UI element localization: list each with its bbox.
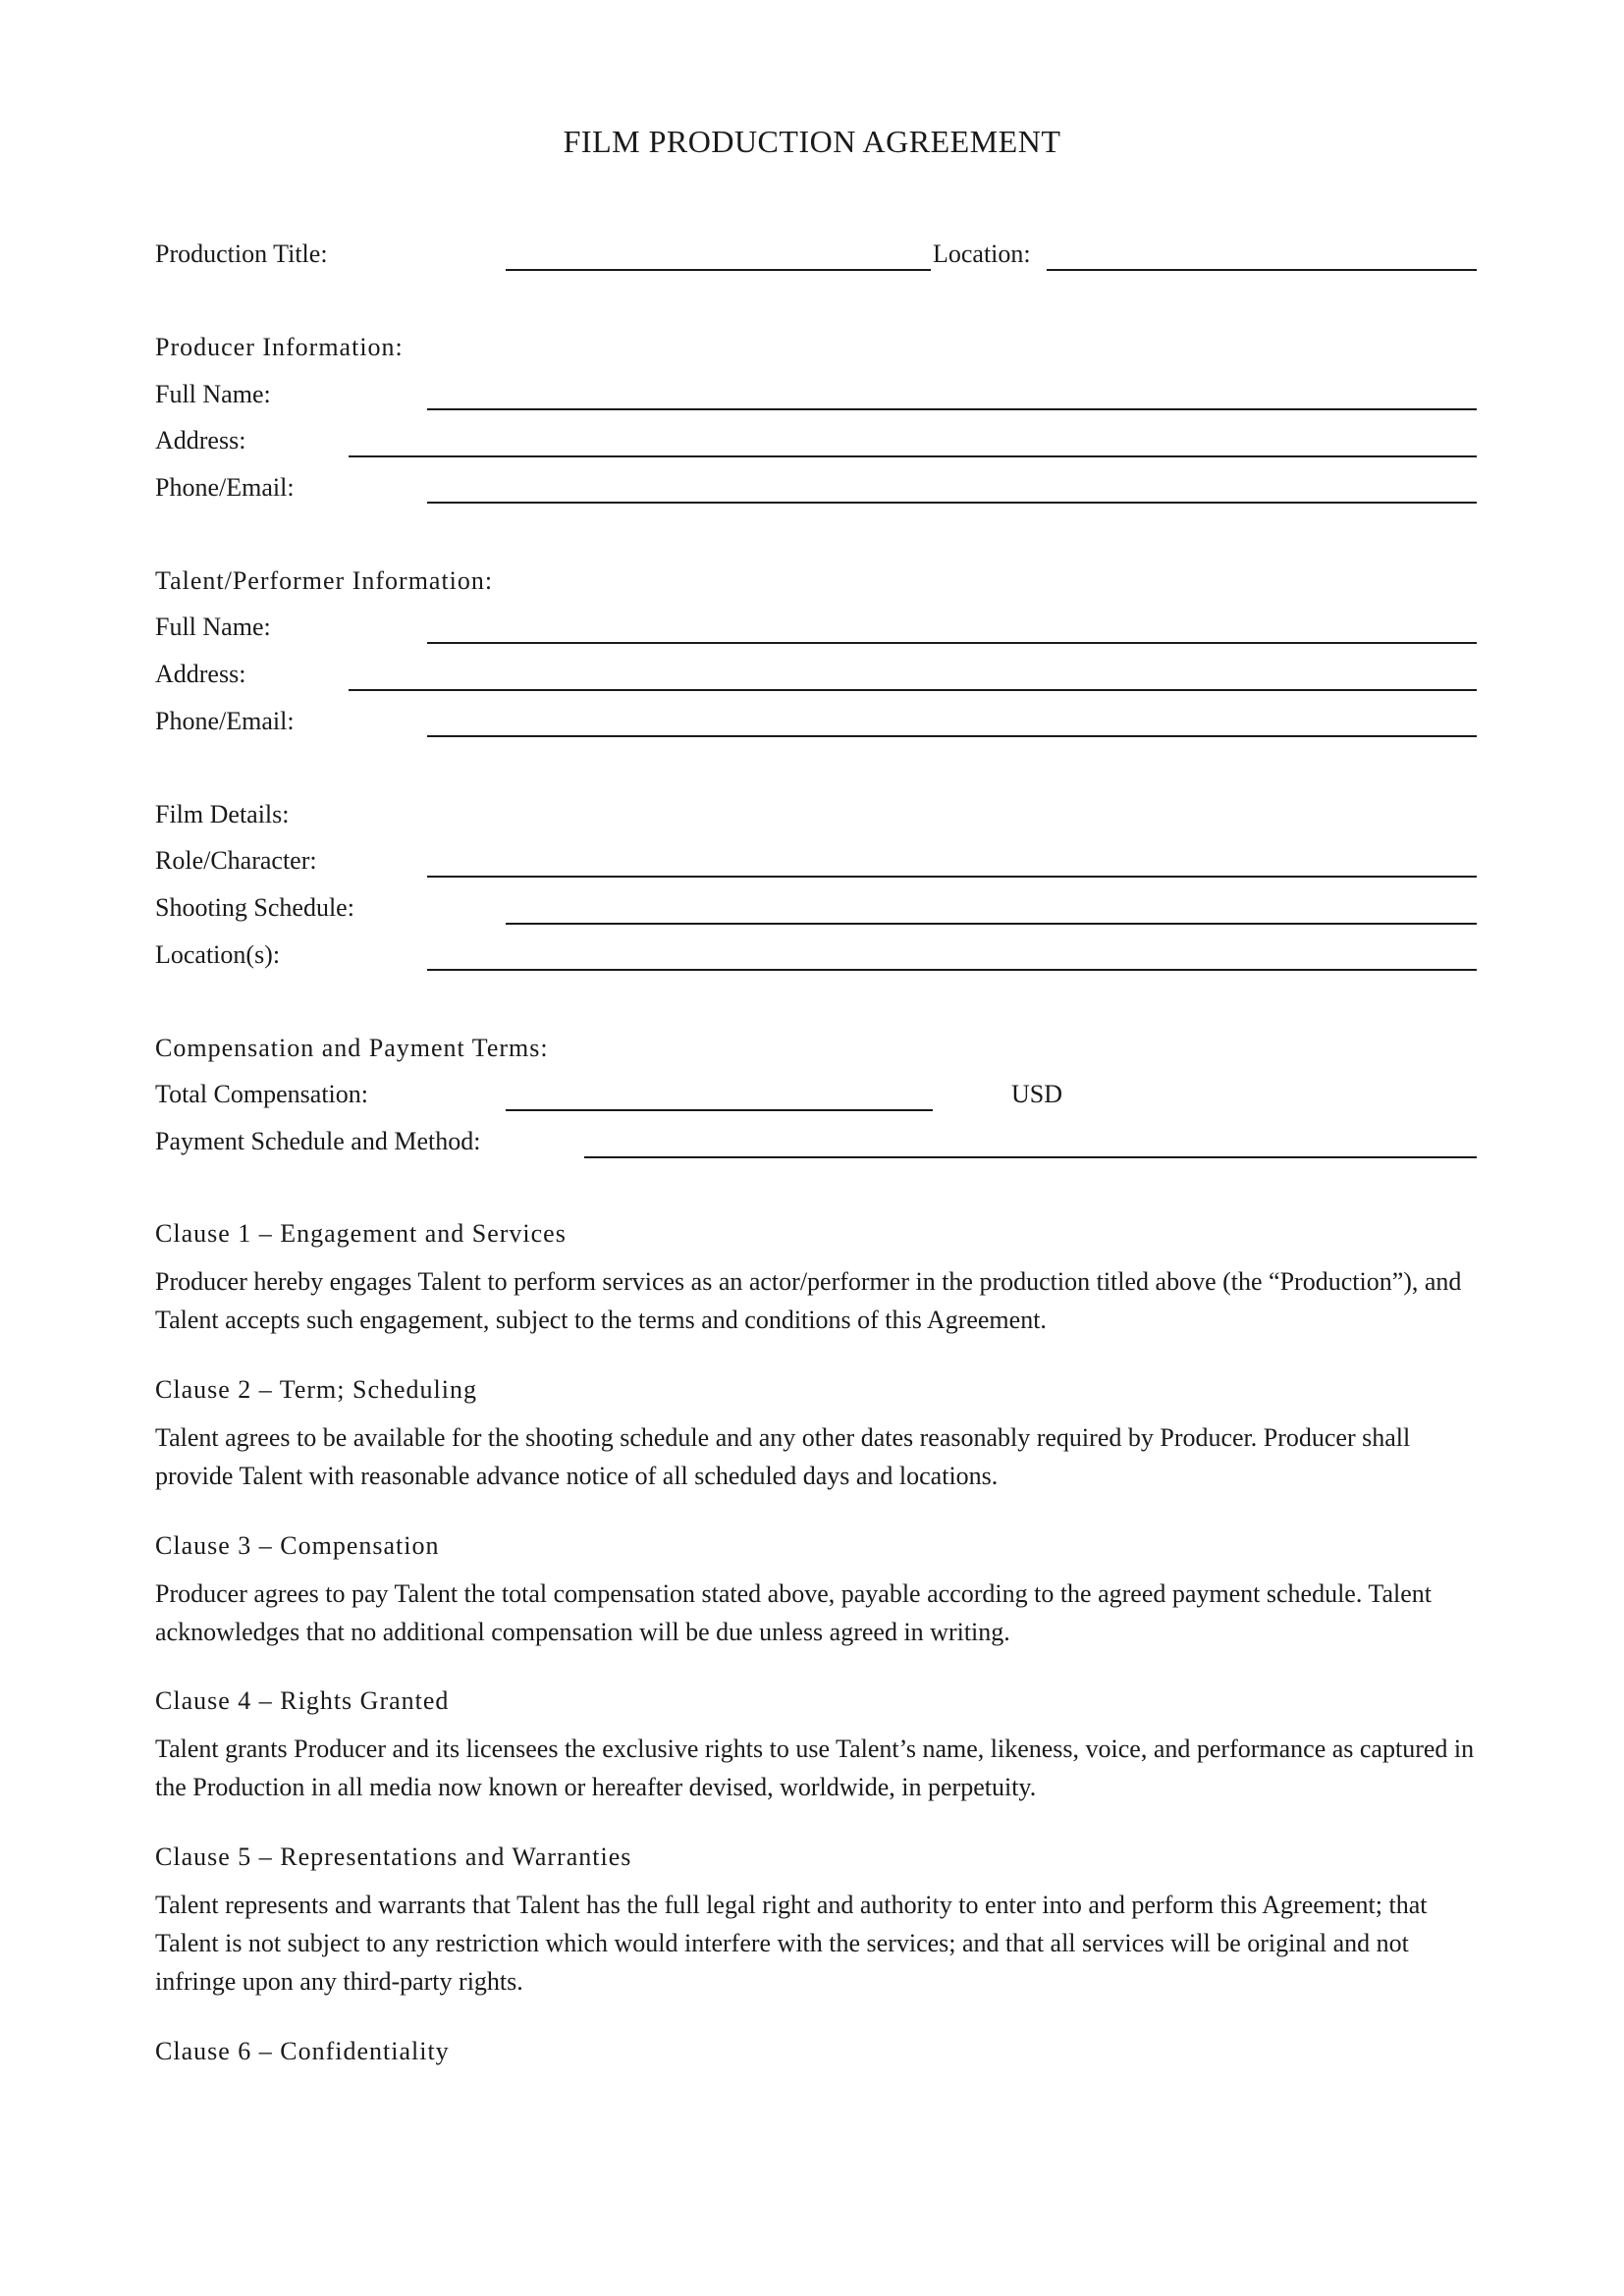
role-character-label: Role/Character: (155, 846, 317, 875)
clause-3-text: Producer agrees to pay Talent the total compensation stated above, payable according to the agreed payment schedule. Talent acknowledges that no additional compensation will be due unless agreed in writing. (155, 1579, 1432, 1646)
locations-field[interactable] (427, 969, 1477, 971)
clause-1-text: Producer hereby engages Talent to perform services as an actor/performer in the production titled above (the “Production”), and Talent accepts such engagement, subject to the terms and conditions of this Agreement. (155, 1267, 1462, 1334)
talent-address-field[interactable] (349, 689, 1477, 691)
location-label: Location: (933, 240, 1031, 268)
talent-address-label: Address: (155, 660, 246, 688)
locations-label: Location(s): (155, 940, 281, 969)
film-details-heading: Film Details: (155, 800, 290, 828)
total-compensation-label: Total Compensation: (155, 1080, 368, 1108)
payment-schedule-field[interactable] (584, 1156, 1477, 1158)
shooting-schedule-label: Shooting Schedule: (155, 893, 354, 922)
production-title-label: Production Title: (155, 240, 328, 268)
total-compensation-field[interactable] (506, 1109, 933, 1111)
clause-5-heading: Clause 5 – Representations and Warranties (155, 1842, 632, 1871)
clause-5-text: Talent represents and warrants that Talent has the full legal right and authority to enter into and perform this Agreement; that Talent is not subject to any restriction which would interfere with the services; and that all services will be original and not infringe upon any third-party rights. (155, 1891, 1428, 1996)
producer-address-label: Address: (155, 426, 246, 454)
production-title-field[interactable] (506, 269, 931, 271)
producer-heading: Producer Information: (155, 333, 404, 361)
talent-phone-email-label: Phone/Email: (155, 707, 295, 735)
document-title: FILM PRODUCTION AGREEMENT (563, 124, 1061, 159)
producer-full-name-field[interactable] (427, 408, 1477, 410)
clause-2-text: Talent agrees to be available for the shooting schedule and any other dates reasonably required by Producer. Producer shall provide Talent with reasonable advance notice of all scheduled days and locations. (155, 1423, 1411, 1490)
producer-address-field[interactable] (349, 455, 1477, 457)
payment-schedule-label: Payment Schedule and Method: (155, 1127, 481, 1155)
producer-phone-email-field[interactable] (427, 502, 1477, 504)
clause-6-heading: Clause 6 – Confidentiality (155, 2037, 450, 2065)
talent-heading: Talent/Performer Information: (155, 566, 494, 595)
talent-full-name-field[interactable] (427, 642, 1477, 644)
clause-3-heading: Clause 3 – Compensation (155, 1531, 440, 1560)
clause-1-heading: Clause 1 – Engagement and Services (155, 1219, 567, 1248)
clause-2-heading: Clause 2 – Term; Scheduling (155, 1375, 477, 1404)
talent-phone-email-field[interactable] (427, 735, 1477, 737)
clause-4-heading: Clause 4 – Rights Granted (155, 1686, 450, 1715)
compensation-heading: Compensation and Payment Terms: (155, 1034, 549, 1062)
producer-full-name-label: Full Name: (155, 380, 271, 408)
role-character-field[interactable] (427, 876, 1477, 878)
producer-phone-email-label: Phone/Email: (155, 473, 295, 502)
clause-4-text: Talent grants Producer and its licensees the exclusive rights to use Talent’s name, likeness, voice, and performance as captured in the Production in all media now known or hereafter devised, worldwide, in perpetuity. (155, 1735, 1475, 1801)
currency-label: USD (1011, 1080, 1063, 1108)
shooting-schedule-field[interactable] (506, 923, 1477, 925)
location-field[interactable] (1047, 269, 1477, 271)
talent-full-name-label: Full Name: (155, 613, 271, 641)
